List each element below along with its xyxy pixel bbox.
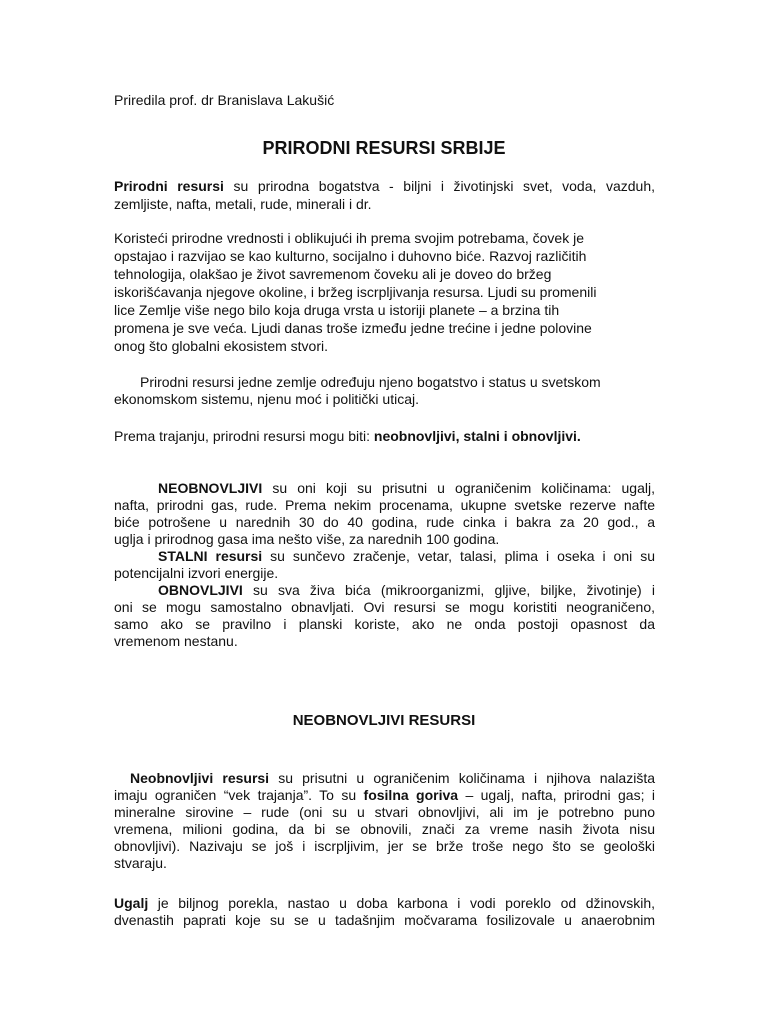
p2-line-5: lice Zemlje više nego bilo koja druga vrsta u istoriji planete – a brzina tih (114, 302, 560, 318)
p1-bold-term: Prirodni resursi (114, 178, 224, 194)
p6-line-4: vremena, milioni godina, da bi se obnovili, znači za vreme nasih života nisu (114, 821, 655, 837)
p5-line-5: STALNI resursi su sunčevo zračenje, vetar, talasi, plima i oseka i oni su (158, 548, 655, 564)
p6-line-6: stvaraju. (114, 855, 167, 871)
p1-line-1: Prirodni resursi su prirodna bogatstva - biljni i životinjski svet, voda, vazduh, (114, 178, 655, 194)
p4-bold-types: neobnovljivi, stalni i obnovljivi. (373, 428, 581, 444)
p7-line-1: Ugalj je biljnog porekla, nastao u doba karbona i vodi poreklo od džinovskih, (114, 895, 655, 911)
p5-line-9: samo ako se pravilno i planski koriste, ako ne onda postoji opasnost da (114, 616, 655, 632)
p3-line-2: ekonomskom sistemu, njenu moć i politički uticaj. (114, 391, 420, 407)
p5-line-1: NEOBNOVLJIVI su oni koji su prisutni u ograničenim količinama: ugalj, (158, 480, 655, 496)
p1-line-2: zemljiste, nafta, metali, rude, minerali i dr. (114, 196, 372, 212)
p5-line-7: OBNOVLJIVI su sva živa bića (mikroorganizmi, gljive, biljke, životinje) i (158, 582, 655, 598)
term-fosilna-goriva: fosilna goriva (363, 787, 459, 803)
p4-line: Prema trajanju, prirodni resursi mogu biti: neobnovljivi, stalni i obnovljivi. (114, 428, 581, 444)
p2-line-4: iskorišćavanja njegove okoline, i bržeg iscrpljivanja resursa. Ljudi su promenili (114, 284, 597, 300)
p2-line-1: Koristeći prirodne vrednosti i oblikujući ih prema svojim potrebama, čovek je (114, 230, 584, 246)
author-line: Priredila prof. dr Branislava Lakušić (114, 92, 335, 108)
term-ugalj: Ugalj (114, 895, 149, 911)
p5-line-10: vremenom nestanu. (114, 633, 238, 649)
p7-line-2: dvenastih paprati koje su se u tadašnjim močvarama fosilizovale u anaerobnim (114, 912, 655, 928)
p5-line-2: nafta, prirodni gas, rude. Prema nekim procenama, ukupne svetske rezerve nafte (114, 497, 655, 513)
p2-line-7: onog što globalni ekosistem stvori. (114, 338, 328, 354)
p5-line-6: potencijalni izvori energije. (114, 565, 279, 581)
term-stalni: STALNI resursi (158, 548, 263, 564)
p5-line-3: biće potrošene u narednih 30 do 40 godina, rude cinka i bakra za 20 god., a (114, 514, 655, 530)
term-obnovljivi: OBNOVLJIVI (158, 582, 243, 598)
p3-line-1: Prirodni resursi jedne zemlje određuju njeno bogatstvo i status u svetskom (140, 374, 601, 390)
p2-line-3: tehnologija, olakšao je život savremenom čoveku ali je doveo do bržeg (114, 266, 552, 282)
p6-line-3: mineralne sirovine – rude (oni su u stvari obnovljivi, ali im je potrebno puno (114, 804, 655, 820)
term-neobnovljivi: NEOBNOVLJIVI (158, 480, 263, 496)
p6-line-2: imaju ograničen “vek trajanja”. To su fosilna goriva – ugalj, nafta, prirodni gas; i (114, 787, 655, 803)
p6-line-5: obnovljivi). Nazivaju se još i iscrpljivim, jer se brže troše nego što se geološki (114, 838, 655, 854)
term-neobnovljivi-resursi: Neobnovljivi resursi (130, 770, 270, 786)
p5-line-8: oni se mogu samostalno obnavljati. Ovi resursi se mogu koristiti neograničeno, (114, 599, 655, 615)
p5-line-4: uglja i prirodnog gasa ima nešto više, za narednih 100 godina. (114, 531, 500, 547)
p6-line-1: Neobnovljivi resursi su prisutni u ograničenim količinama i njihova nalazišta (130, 770, 656, 786)
page-title: PRIRODNI RESURSI SRBIJE (262, 138, 506, 158)
section-title: NEOBNOVLJIVI RESURSI (292, 712, 476, 729)
p2-line-6: promena je sve veća. Ljudi danas troše između jedne trećine i jedne polovine (114, 320, 592, 336)
p2-line-2: opstajao i razvijao se kao kulturno, socijalno i duhovno biće. Razvoj različitih (114, 248, 587, 264)
